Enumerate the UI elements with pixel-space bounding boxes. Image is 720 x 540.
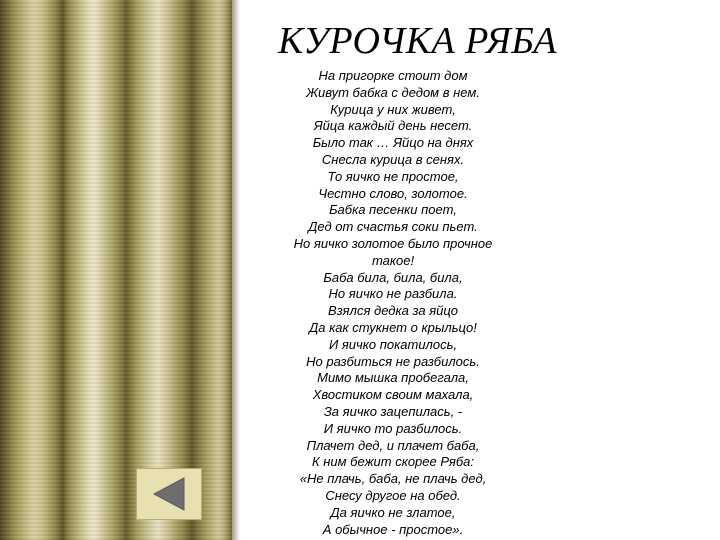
column-shadow: [232, 0, 240, 540]
poem-line: Но разбиться не разбилось.: [306, 353, 480, 369]
poem-line: К ним бежит скорее Ряба:: [312, 454, 474, 470]
poem-line: За яичко зацепилась, -: [323, 403, 463, 419]
poem-line: Мимо мышка пробегала,: [317, 370, 469, 386]
poem-line: Плачет дед, и плачет баба,: [306, 437, 480, 453]
poem-line: А обычное - простое».: [322, 521, 464, 537]
poem-line: Баба била, била, била,: [323, 269, 463, 285]
poem-line: Снесла курица в сенях.: [321, 151, 465, 167]
poem-line: Да как стукнет о крыльцо!: [309, 319, 477, 335]
triangle-left-icon: [150, 476, 188, 512]
poem-line: такое!: [371, 252, 415, 268]
poem-line: Курица у них живет,: [330, 101, 456, 117]
poem-line: Да яичко не златое,: [330, 504, 456, 520]
poem-line: Яйца каждый день несет.: [313, 118, 473, 134]
poem-line: То яичко не простое,: [327, 168, 459, 184]
poem-line: И яичко то разбилось.: [323, 420, 463, 436]
poem-line: И яичко покатилось,: [328, 336, 458, 352]
poem-line: На пригорке стоит дом: [318, 68, 468, 83]
decorative-gold-column: [0, 0, 232, 540]
poem-line: Честно слово, золотое.: [318, 185, 468, 201]
poem-line: Было так … Яйцо на днях: [312, 135, 474, 151]
poem-line: Дед от счастья соки пьет.: [308, 219, 478, 235]
slide-title: КУРОЧКА РЯБА: [278, 20, 557, 62]
poem-line: Но яичко золотое было прочное: [293, 235, 493, 251]
poem-line: Но яичко не разбила.: [328, 286, 458, 302]
poem-line: Взялся дедка за яйцо: [327, 303, 459, 319]
poem-line: Хвостиком своим махала,: [312, 387, 474, 403]
poem-line: Бабка песенки поет,: [329, 202, 457, 218]
back-button[interactable]: [136, 468, 202, 520]
poem-text: [262, 68, 524, 538]
poem-line: «Не плачь, баба, не плачь дед,: [299, 471, 487, 487]
poem-line: Снесу другое на обед.: [325, 487, 461, 503]
poem-line: Живут бабка с дедом в нем.: [306, 84, 480, 100]
